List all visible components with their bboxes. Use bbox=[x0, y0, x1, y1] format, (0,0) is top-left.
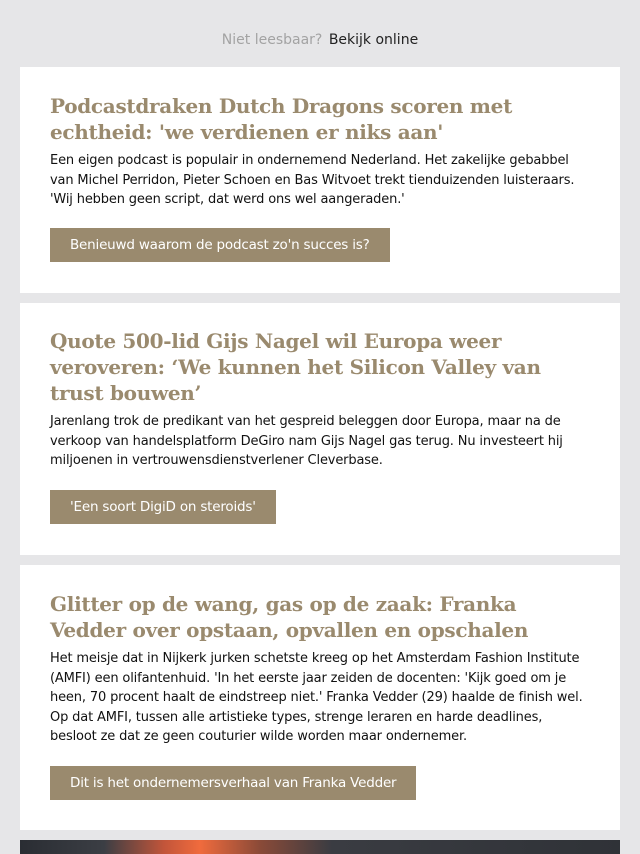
article-intro: Een eigen podcast is populair in ondernemend Nederland. Het zakelijke gebabbel van Michel Perridon, Pieter Schoen en Bas Witvoet trekt tienduizenden luisteraars. 'Wij hebben geen script, dat werd ons wel aangeraden.' bbox=[50, 153, 575, 207]
article-intro: Het meisje dat in Nijkerk jurken schetste kreeg op het Amsterdam Fashion Institute (AMFI) een olifantenhuid. 'In het eerste jaar zeiden de docenten: 'Kijk goed om je heen, 70 procent haalt de eindstreep niet.' Franka Vedder (29) haalde de finish wel. Op dat AMFI, tussen alle artistieke types, strenge leraren en harde deadlines, besloot ze dat ze geen couturier wilde worden maar ondernemer. bbox=[50, 651, 583, 744]
article-card bbox=[20, 565, 620, 830]
view-online-bar bbox=[0, 30, 640, 50]
article-title[interactable]: Quote 500-lid Gijs Nagel wil Europa weer veroveren: ‘We kunnen het Silicon Valley van trust bouwen’ bbox=[50, 329, 541, 405]
article-title[interactable]: Podcastdraken Dutch Dragons scoren met echtheid: 'we verdienen er niks aan' bbox=[50, 94, 513, 144]
article-title[interactable]: Glitter op de wang, gas op de zaak: Franka Vedder over opstaan, opvallen en opschalen bbox=[50, 592, 529, 642]
read-more-button[interactable]: Benieuwd waarom de podcast zo'n succes is? bbox=[50, 228, 390, 262]
not-readable-text: Niet leesbaar? bbox=[221, 32, 323, 48]
article-card bbox=[20, 67, 620, 293]
article-intro: Jarenlang trok de predikant van het gespreid beleggen door Europa, maar na de verkoop van handelsplatform DeGiro nam Gijs Nagel gas terug. Nu investeert hij miljoenen in vertrouwensdienstverlener Cleverbase. bbox=[50, 414, 563, 468]
article-card bbox=[20, 303, 620, 555]
view-online-link[interactable]: Bekijk online bbox=[328, 32, 419, 48]
read-more-button[interactable]: Dit is het ondernemersverhaal van Franka Vedder bbox=[50, 766, 416, 800]
hero-image[interactable] bbox=[20, 840, 620, 854]
read-more-button[interactable]: 'Een soort DigiD on steroids' bbox=[50, 490, 276, 524]
